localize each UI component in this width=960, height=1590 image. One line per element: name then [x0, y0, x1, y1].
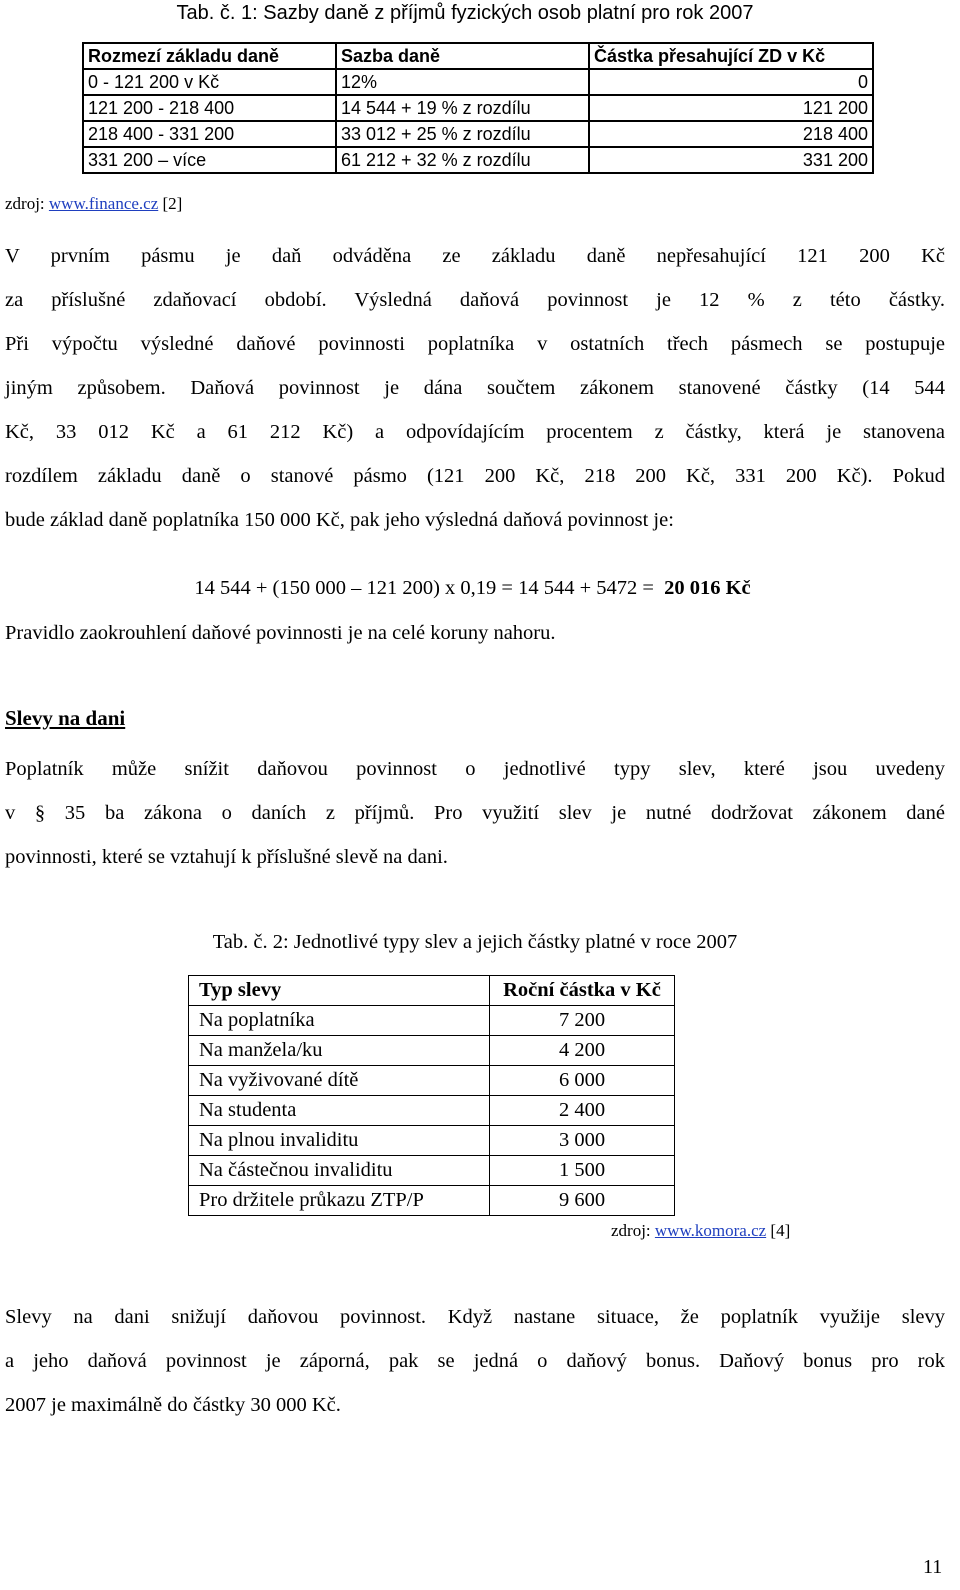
table-row — [83, 121, 873, 147]
table-header-row — [83, 43, 873, 69]
table2-caption-text: Tab. č. 2: Jednotlivé typy slev a jejich částky platné v roce 2007 — [212, 931, 738, 953]
source-prefix: zdroj: — [611, 1221, 655, 1240]
table-cell: 0 - 121 200 v Kč — [83, 69, 336, 95]
header-cell: Sazba daně — [336, 43, 589, 69]
table-cell: 12% — [336, 69, 589, 95]
table-cell: 121 200 — [589, 95, 873, 121]
table-cell: 218 400 — [589, 121, 873, 147]
paragraph-line: rozdílem základu daně o stanové pásmo (121 200 Kč, 218 200 Kč, 331 200 Kč). Pokud — [5, 465, 945, 487]
table-cell: 331 200 — [589, 147, 873, 173]
table-cell: 61 212 + 32 % z rozdílu — [336, 147, 589, 173]
table-cell: 9 600 — [490, 1186, 675, 1216]
rounding-rule: Pravidlo zaokrouhlení daňové povinnosti je na celé koruny nahoru. — [5, 622, 556, 644]
section-heading: Slevy na dani — [5, 706, 126, 730]
discounts-table — [188, 975, 675, 1216]
table1-source — [5, 193, 182, 215]
table-cell: 6 000 — [490, 1066, 675, 1096]
table-cell: 1 500 — [490, 1156, 675, 1186]
paragraph-tax-bonus — [5, 1295, 945, 1427]
paragraph-line: Kč, 33 012 Kč a 61 212 Kč) a odpovídajícím procentem z částky, která je stanovena — [5, 421, 945, 443]
table-row — [189, 1156, 675, 1186]
table-cell: Na studenta — [189, 1096, 490, 1126]
table-header-row — [189, 976, 675, 1006]
table-row — [189, 1096, 675, 1126]
table-cell: 121 200 - 218 400 — [83, 95, 336, 121]
table-cell: 33 012 + 25 % z rozdílu — [336, 121, 589, 147]
paragraph-line: Poplatník může snížit daňovou povinnost o jednotlivé typy slev, které jsou uvedeny — [5, 758, 945, 780]
table-cell: Na poplatníka — [189, 1006, 490, 1036]
source-ref: [4] — [766, 1221, 791, 1240]
paragraph-line: a jeho daňová povinnost je záporná, pak se jedná o daňový bonus. Daňový bonus pro rok — [5, 1350, 945, 1372]
table-row — [189, 1186, 675, 1216]
table2-caption — [0, 927, 960, 957]
paragraph-line: V prvním pásmu je daň odváděna ze základu daně nepřesahující 121 200 Kč — [5, 245, 945, 267]
formula-result: 20 016 Kč — [664, 577, 751, 599]
header-cell: Částka přesahující ZD v Kč — [589, 43, 873, 69]
paragraph-line: jiným způsobem. Daňová povinnost je dána součtem zákonem stanovené částky (14 544 — [5, 377, 945, 399]
paragraph-line: Slevy na dani snižují daňovou povinnost. Když nastane situace, že poplatník využije slevy — [5, 1306, 945, 1328]
table2-source — [611, 1219, 790, 1243]
table-row — [189, 1066, 675, 1096]
table-cell: 331 200 – více — [83, 147, 336, 173]
paragraph-tax-bands — [5, 234, 945, 542]
table-cell: Na manžela/ku — [189, 1036, 490, 1066]
table-cell: 7 200 — [490, 1006, 675, 1036]
table-row — [189, 1006, 675, 1036]
paragraph-line: povinnosti, které se vztahují k příslušné slevě na dani. — [5, 846, 448, 868]
table-cell: 3 000 — [490, 1126, 675, 1156]
paragraph-line: v § 35 ba zákona o daních z příjmů. Pro využití slev je nutné dodržovat zákonem dané — [5, 802, 945, 824]
page-number: 11 — [923, 1556, 943, 1578]
table-cell: Na plnou invaliditu — [189, 1126, 490, 1156]
table-cell: Na částečnou invaliditu — [189, 1156, 490, 1186]
paragraph-line: 2007 je maximálně do částky 30 000 Kč. — [5, 1394, 341, 1416]
source-ref: [2] — [158, 194, 183, 213]
table-cell: 4 200 — [490, 1036, 675, 1066]
tax-rates-table — [82, 42, 874, 174]
tax-formula — [0, 572, 960, 604]
table-row — [189, 1036, 675, 1066]
table-cell: Pro držitele průkazu ZTP/P — [189, 1186, 490, 1216]
paragraph-line: bude základ daně poplatníka 150 000 Kč, pak jeho výsledná daňová povinnost je: — [5, 509, 674, 531]
komora-link[interactable]: www.komora.cz — [654, 1221, 767, 1240]
source-prefix: zdroj: — [5, 194, 49, 213]
formula-line — [194, 577, 751, 599]
table-cell: 14 544 + 19 % z rozdílu — [336, 95, 589, 121]
table-cell: 2 400 — [490, 1096, 675, 1126]
table-row — [83, 95, 873, 121]
table1-caption-text: Tab. č. 1: Sazby daně z příjmů fyzických osob platní pro rok 2007 — [176, 2, 754, 24]
table-row — [189, 1126, 675, 1156]
header-cell: Roční částka v Kč — [490, 976, 675, 1006]
table-cell: Na vyživované dítě — [189, 1066, 490, 1096]
paragraph-line: za příslušné zdaňovací období. Výsledná daňová povinnost je 12 % z této částky. — [5, 289, 945, 311]
paragraph-discounts — [5, 747, 945, 879]
table-cell: 218 400 - 331 200 — [83, 121, 336, 147]
formula-expression: 14 544 + (150 000 – 121 200) x 0,19 = 14 544 + 5472 = — [194, 577, 660, 599]
header-cell: Typ slevy — [189, 976, 490, 1006]
paragraph-line: Při výpočtu výsledné daňové povinnosti poplatníka v ostatních třech pásmech se postupuje — [5, 333, 945, 355]
table-row — [83, 147, 873, 173]
finance-link[interactable]: www.finance.cz — [48, 194, 159, 213]
table-cell: 0 — [589, 69, 873, 95]
header-cell: Rozmezí základu daně — [83, 43, 336, 69]
table-row — [83, 69, 873, 95]
table1-caption — [0, 0, 960, 26]
